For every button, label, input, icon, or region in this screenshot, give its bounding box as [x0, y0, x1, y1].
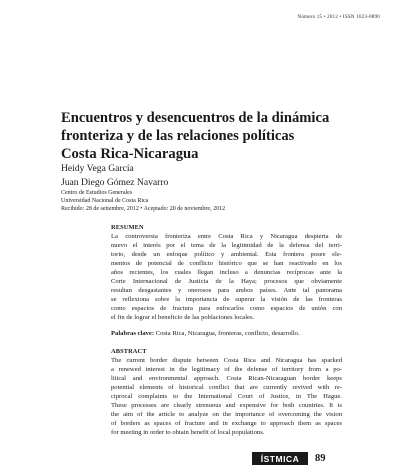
resumen-line: se reflexiona sobre la importancia de superar la visión de las fronteras: [111, 295, 342, 303]
resumen-heading: RESUMEN: [111, 224, 144, 231]
resumen-line: como espacios de fractura para enfocarlos como espacios de unión con: [111, 304, 342, 312]
keywords: [111, 329, 342, 338]
author-name: Juan Diego Gómez Navarro: [61, 177, 169, 188]
abstract-line: a renewed interest in the legitimacy of the defense of territory from a po-: [111, 365, 342, 373]
received-accepted-dates: Recibido: 28 de setiembre, 2012 • Aceptado: 20 de noviembre, 2012: [61, 206, 226, 212]
resumen-line: mentos de potencial de conflicto histórico que se han reactivado en los: [111, 259, 342, 267]
title-line: fronteriza y de las relaciones políticas: [61, 128, 295, 144]
affiliation-line: Centro de Estudios Generales: [61, 190, 133, 196]
resumen-line: años recientes, los cuales llegan incluso a denuncias recíprocas ante la: [111, 268, 342, 276]
page-number: 89: [315, 453, 326, 464]
abstract-line: the aim of the article to analyze on the importance of overcoming the vision: [111, 410, 342, 418]
author-name: Heidy Vega García: [61, 163, 134, 174]
keywords-section: [111, 329, 342, 338]
keywords-list: Costa Rica, Nicaragua, fronteras, conflicto, desarrollo.: [154, 330, 300, 337]
resumen-line: resultan desgastantes y onerosos para ambos países. Ante tal panorama: [111, 286, 342, 294]
resumen-line: el fin de lograr el beneficio de las poblaciones locales.: [111, 313, 255, 321]
abstract-heading: ABSTRACT: [111, 348, 147, 355]
abstract-text: [111, 357, 342, 438]
title-line: Costa Rica-Nicaragua: [61, 146, 199, 162]
abstract-line: These processes are clearly strenuous and expensive for both countries. It is: [111, 401, 342, 409]
resumen-text: [111, 233, 342, 323]
resumen-line: torio, desde un enfoque político y ambiental. Esta frontera posee ele-: [111, 250, 342, 258]
abstract-line: ciprocal complaints to the International Court of Justice, in The Hague.: [111, 392, 342, 400]
affiliation-line: Universidad Nacional de Costa Rica: [61, 198, 149, 204]
resumen-section: [111, 224, 342, 323]
abstract-line: potential elements of historical conflict that are currently revived with re-: [111, 383, 342, 391]
resumen-line: Corte Internacional de Justicia de la Haya; procesos que obviamente: [111, 277, 342, 285]
journal-logo: ÍSTMICA: [252, 452, 308, 465]
resumen-line: nuevo el interés por el tema de la legitimidad de la defensa del terri-: [111, 241, 342, 249]
article-title: [61, 109, 371, 163]
title-line: Encuentros y desencuentros de la dinámica: [61, 110, 330, 126]
abstract-line: of borders as spaces of fracture and in exchange to approach them as spaces: [111, 419, 342, 427]
keywords-label: Palabras clave:: [111, 330, 155, 337]
abstract-line: litical and environmental approach. Costa Rican-Nicaraguan border keeps: [111, 374, 342, 382]
resumen-line: La controversia fronteriza entre Costa Rica y Nicaragua despierta de: [111, 233, 342, 240]
abstract-line: The current border dispute between Costa Rica and Nicaragua has sparked: [111, 357, 342, 364]
abstract-line: for meeting in order to obtain benefit of local populations.: [111, 428, 265, 436]
abstract-section: [111, 348, 342, 438]
issue-info: Número 15 • 2012 • ISSN 1023-0890: [297, 14, 380, 20]
